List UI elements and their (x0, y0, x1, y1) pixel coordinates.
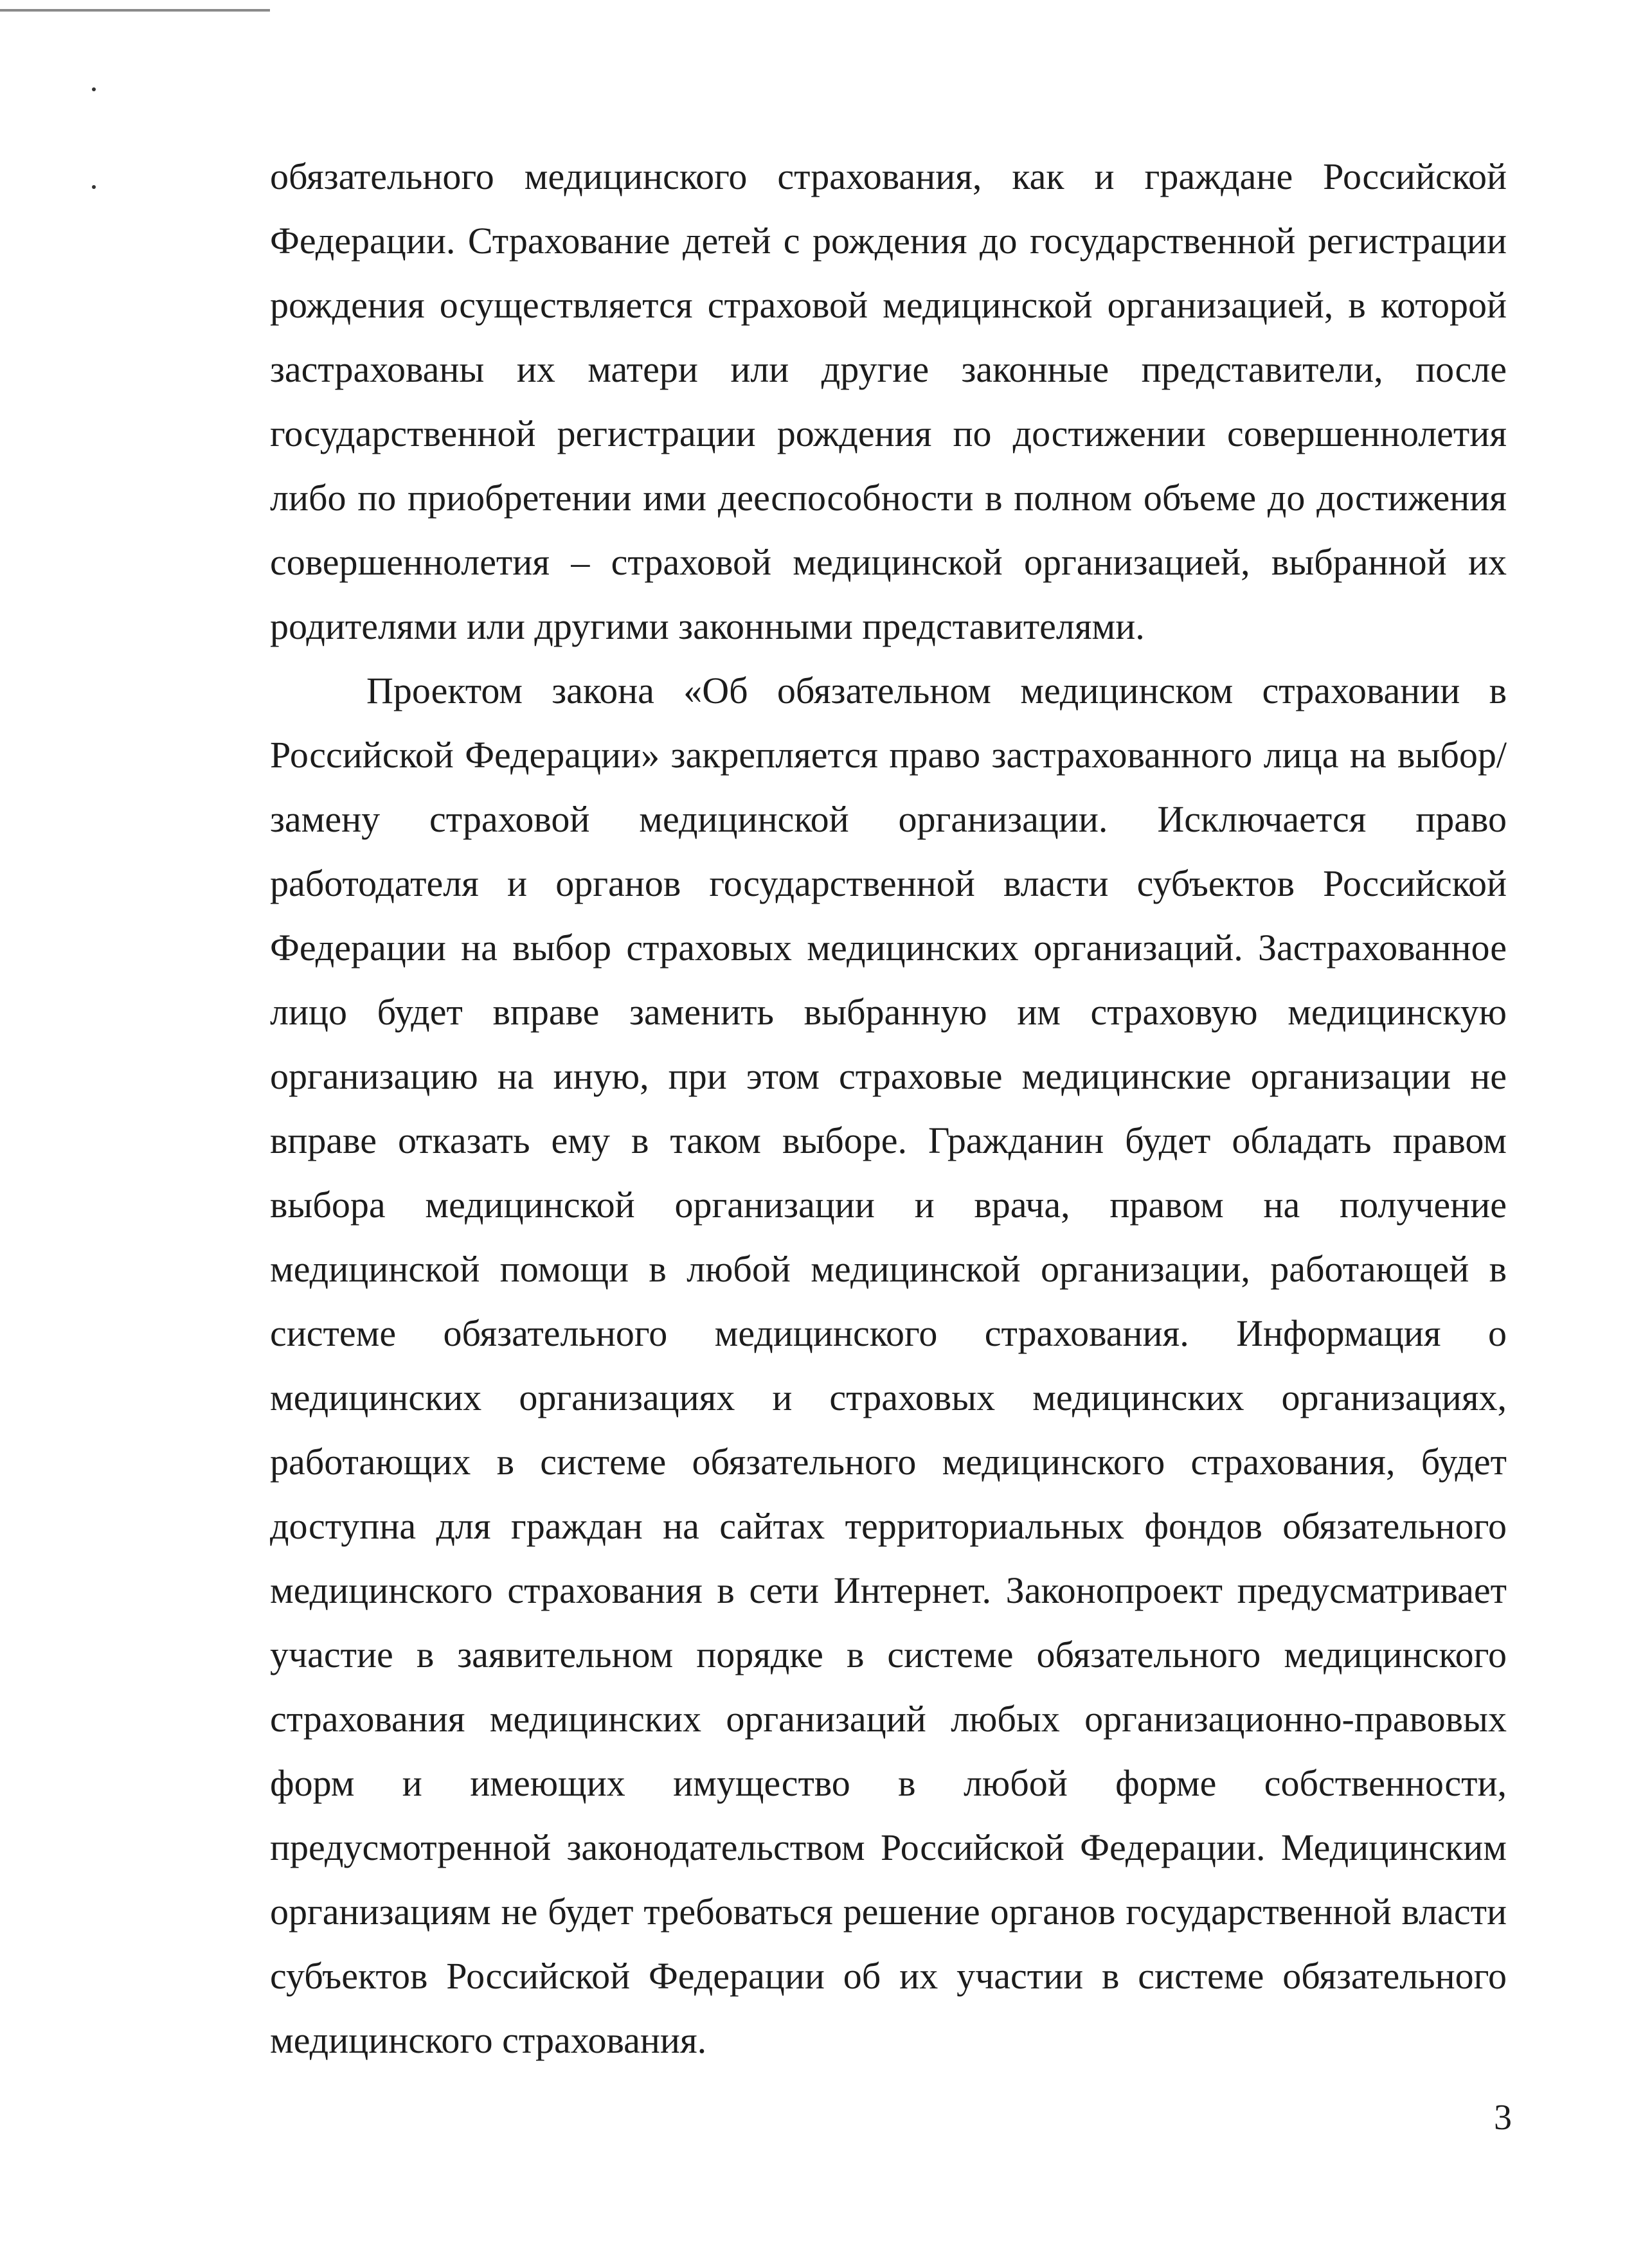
scan-speck (92, 185, 96, 189)
paragraph-text: Проектом закона «Об обязательном медицинском страховании в Российской Федерации» закрепляется право застрахованного лица на выбор/замену страховой медицинской организации. Исключается право работодателя и органов государственной власти субъектов Российской Федерации на выбор страховых медицинских организаций. Застрахованное лицо будет вправе заменить выбранную им страховую медицинскую организацию на иную, при этом страховые медицинские организации не вправе отказать ему в таком выборе. Гражданин будет обладать правом выбора медицинской организации и врача, правом на получение медицинской помощи в любой медицинской организации, работающей в системе обязательного медицинского страхования. Информация о медицинских организациях и страховых медицинских организациях, работающих в системе обязательного медицинского страхования, будет доступна для граждан на сайтах территориальных фондов обязательного медицинского страхования в сети Интернет. Законопроект предусматривает участие в заявительном порядке в системе обязательного медицинского страхования медицинских организаций любых организационно-правовых форм и имеющих имущество в любой форме собственности, предусмотренной законодательством Российской Федерации. Медицинским организациям не будет требоваться решение органов государственной власти субъектов Российской Федерации об их участии в системе обязательного медицинского страхования. (270, 670, 1507, 2061)
body-paragraph-1 (270, 145, 1507, 659)
paragraph-text: обязательного медицинского страхования, как и граждане Российской Федерации. Страхование детей с рождения до государственной регистрации рождения осуществляется страховой медицинской организацией, в которой застрахованы их матери или другие законные представители, после государственной регистрации рождения по достижении совершеннолетия либо по приобретении ими дееспособности в полном объеме до достижения совершеннолетия – страховой медицинской организацией, выбранной их родителями или другими законными представителями. (270, 156, 1507, 647)
page-number: 3 (1494, 2098, 1512, 2138)
scan-speck (92, 87, 96, 91)
paragraph-text-wrapper (270, 659, 1507, 2073)
scan-edge-line (0, 9, 270, 12)
body-paragraph-2 (270, 659, 1507, 2073)
